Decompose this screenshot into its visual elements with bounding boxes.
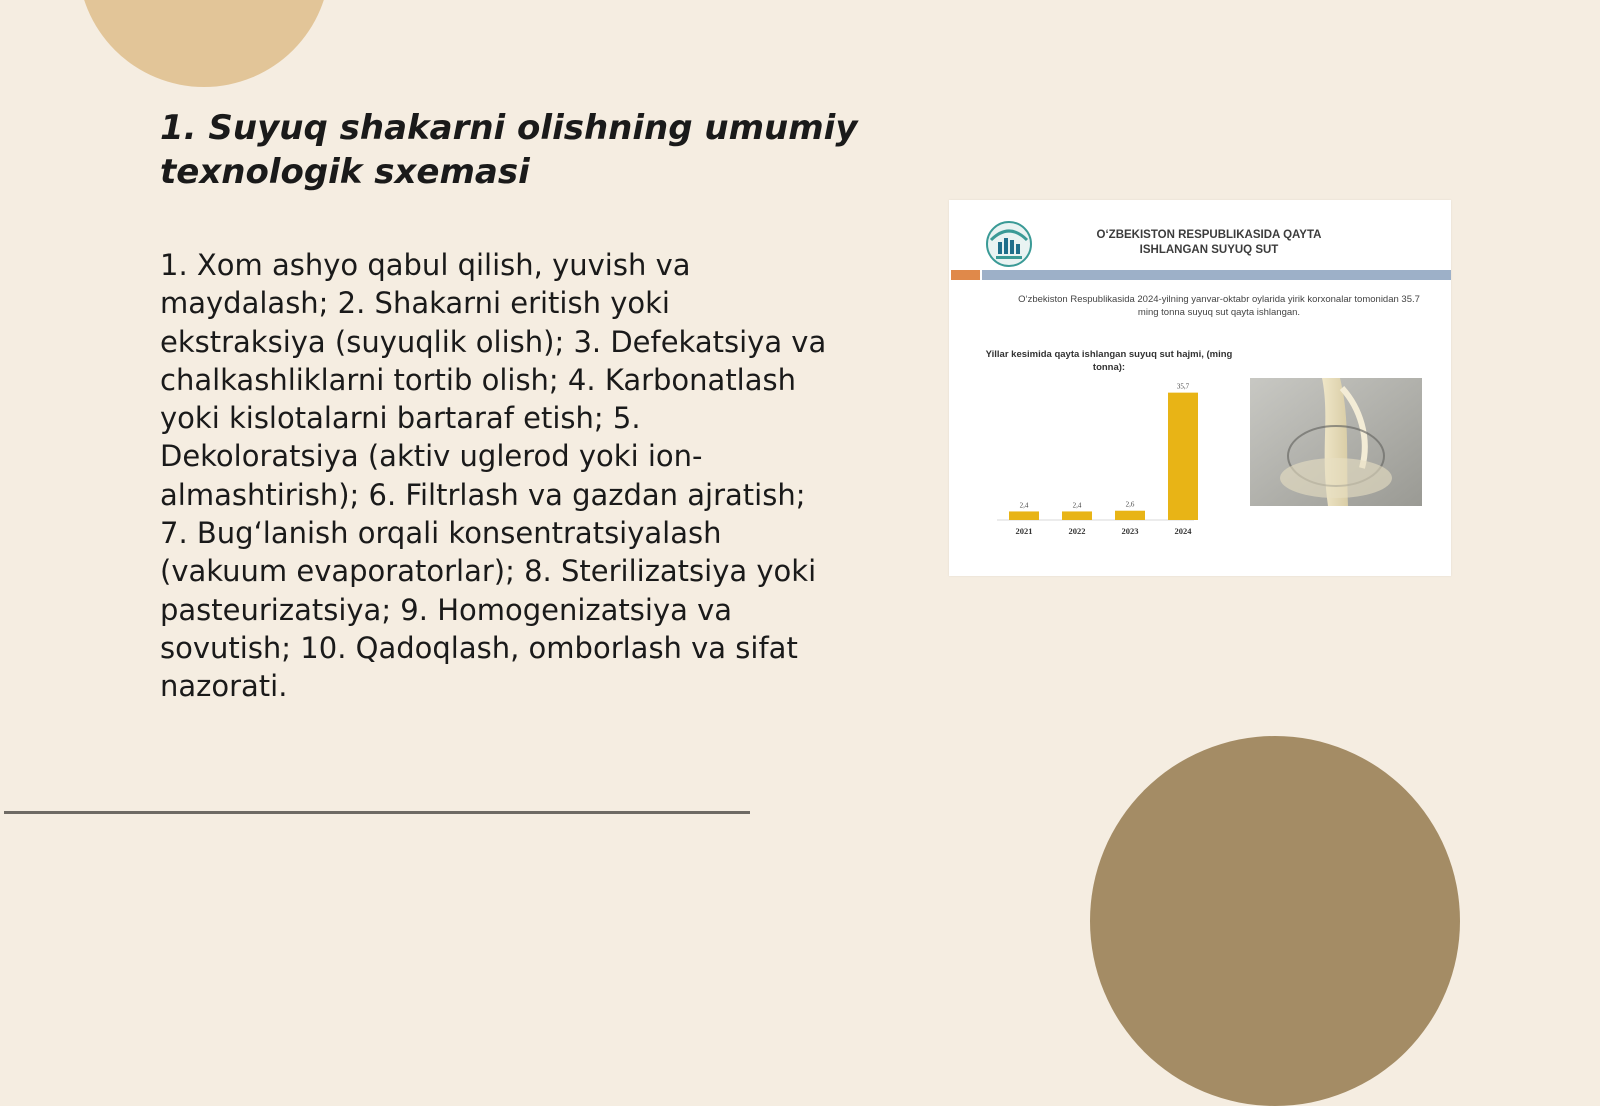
chart-tick-label-2023: 2023 bbox=[1121, 526, 1139, 536]
chart-bar-2022 bbox=[1062, 511, 1092, 520]
embedded-heading: O‘ZBEKISTON RESPUBLIKASIDA QAYTA ISHLANGAN SUYUQ SUT bbox=[1096, 229, 1322, 256]
embedded-intro-text: O‘zbekiston Respublikasida 2024-yilning yanvar-oktabr oylarida yirik korxonalar tomonidan 35.7 ming tonna suyuq sut qayta ishlangan. bbox=[1018, 294, 1420, 318]
chart-tick-label-2021: 2021 bbox=[1015, 526, 1033, 536]
chart-bar-2023 bbox=[1115, 511, 1145, 520]
accent-bar-orange bbox=[951, 270, 980, 280]
slide-title: 1. Suyuq shakarni olishning umumiy texnologik sxemasi bbox=[160, 108, 858, 192]
bar-chart bbox=[989, 372, 1199, 544]
chart-data-label-2023: 2,6 bbox=[1125, 500, 1135, 509]
chart-tick-label-2022: 2022 bbox=[1068, 526, 1086, 536]
chart-bar-2021 bbox=[1009, 511, 1039, 520]
chart-tick-label-2024: 2024 bbox=[1174, 526, 1192, 536]
decorative-circle-top bbox=[78, 0, 330, 87]
embedded-slide-image bbox=[949, 200, 1451, 576]
chart-bar-2024 bbox=[1168, 393, 1198, 520]
chart-data-label-2021: 2,4 bbox=[1019, 501, 1029, 510]
stats-agency-logo-icon bbox=[985, 220, 1033, 268]
chart-data-label-2022: 2,4 bbox=[1072, 501, 1082, 510]
chart-caption: Yillar kesimida qayta ishlangan suyuq sut hajmi, (ming tonna): bbox=[985, 349, 1233, 373]
divider-line bbox=[4, 811, 750, 814]
accent-bar-blue bbox=[982, 270, 1451, 280]
decorative-circle-bottom bbox=[1090, 736, 1460, 1106]
slide-body-text: 1. Xom ashyo qabul qilish, yuvish va maydalash; 2. Shakarni eritish yoki ekstraksiya (suyuqlik olish); 3. Defekatsiya va chalkashliklarni tortib olish; 4. Karbonatlash yoki kislotalarni bartaraf etish; 5. Dekoloratsiya (aktiv uglerod yoki ion-almashtirish); 6. Filtrlash va gazdan ajratish; 7. Bug‘lanish orqali konsentratsiyalash (vakuum evaporatorlar); 8. Sterilizatsiya yoki pasteurizatsiya; 9. Homogenizatsiya va sovutish; 10. Qadoqlash, omborlash va sifat nazorati. bbox=[160, 248, 827, 704]
milk-glass-photo bbox=[1250, 378, 1422, 506]
chart-data-label-2024: 35,7 bbox=[1176, 382, 1190, 391]
